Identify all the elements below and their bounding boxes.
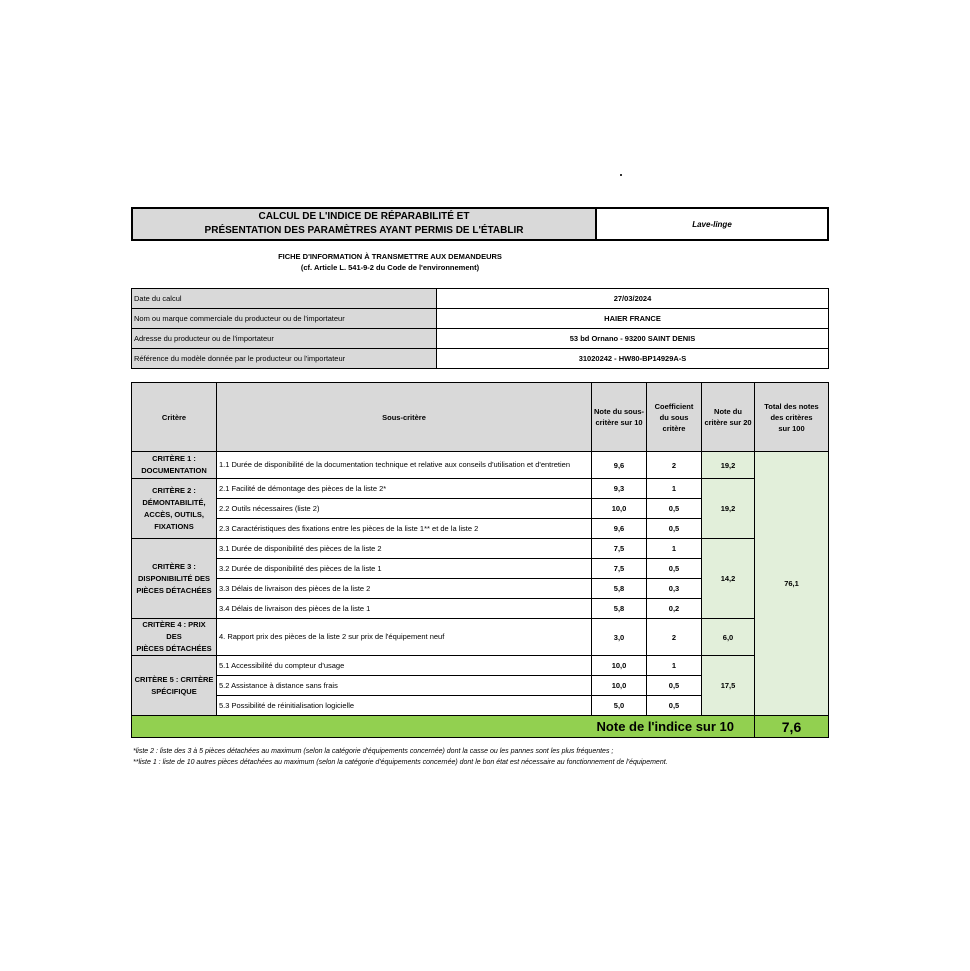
sub-criterion-note: 3,0 — [592, 619, 647, 656]
footnote-liste-1: **liste 1 : liste de 10 autres pièces détachées au maximum (selon la catégorie d'équipements concernée) dont le bon état est nécessaire au fonctionnement de l'équipement. — [133, 759, 668, 766]
sub-criterion-note: 5,8 — [592, 579, 647, 599]
sub-criterion-label: 2.1 Facilité de démontage des pièces de la liste 2* — [217, 479, 592, 499]
fiche-line-2: (cf. Article L. 541-9-2 du Code de l'environnement) — [300, 263, 480, 272]
sub-criterion-label: 5.3 Possibilité de réinitialisation logicielle — [217, 696, 592, 716]
sub-criterion-coef: 0,5 — [647, 559, 702, 579]
title-line-2: PRÉSENTATION DES PARAMÈTRES AYANT PERMIS DE L'ÉTABLIR — [204, 225, 524, 236]
title-line-1: CALCUL DE L'INDICE DE RÉPARABILITÉ ET — [258, 211, 470, 222]
sub-criterion-note: 10,0 — [592, 656, 647, 676]
sub-criterion-coef: 1 — [647, 656, 702, 676]
info-row — [132, 329, 829, 349]
sub-criterion-note: 9,3 — [592, 479, 647, 499]
table-row — [132, 656, 829, 676]
col-critere: Critère — [132, 383, 217, 452]
product-type: Lave-linge — [596, 208, 828, 240]
footnote-liste-2: *liste 2 : liste des 3 à 5 pièces détachées au maximum (selon la catégorie d'équipements concernée) dont la casse ou les pannes sont les plus fréquentes ; — [133, 748, 614, 755]
sub-criterion-note: 7,5 — [592, 539, 647, 559]
info-value: 27/03/2024 — [437, 289, 829, 309]
criterion-score: 6,0 — [702, 619, 755, 656]
criterion-score: 19,2 — [702, 452, 755, 479]
sub-criterion-label: 5.2 Assistance à distance sans frais — [217, 676, 592, 696]
footnotes — [133, 746, 833, 768]
sub-criterion-label: 5.1 Accessibilité du compteur d'usage — [217, 656, 592, 676]
sub-criterion-label: 1.1 Durée de disponibilité de la documentation technique et relative aux conseils d'utilisation et d'entretien — [217, 452, 592, 479]
table-row — [132, 479, 829, 499]
sub-criterion-note: 10,0 — [592, 676, 647, 696]
criterion-name: CRITÈRE 5 : CRITÈRE SPÉCIFIQUE — [132, 656, 217, 716]
sub-criterion-label: 2.2 Outils nécessaires (liste 2) — [217, 499, 592, 519]
info-label: Référence du modèle donnée par le producteur ou l'importateur — [132, 349, 437, 369]
info-label: Date du calcul — [132, 289, 437, 309]
col-total: Total des notes des critères sur 100 — [755, 383, 829, 452]
sub-criterion-note: 5,8 — [592, 599, 647, 619]
sub-criterion-coef: 0,2 — [647, 599, 702, 619]
info-row — [132, 309, 829, 329]
sub-criterion-coef: 1 — [647, 539, 702, 559]
stray-dot — [620, 174, 622, 176]
info-row — [132, 349, 829, 369]
sub-criterion-label: 4. Rapport prix des pièces de la liste 2 sur prix de l'équipement neuf — [217, 619, 592, 656]
sub-criterion-label: 3.1 Durée de disponibilité des pièces de la liste 2 — [217, 539, 592, 559]
info-value: 53 bd Ornano - 93200 SAINT DENIS — [437, 329, 829, 349]
criterion-score: 17,5 — [702, 656, 755, 716]
sub-criterion-coef: 0,3 — [647, 579, 702, 599]
table-row — [132, 619, 829, 656]
sub-criterion-coef: 2 — [647, 452, 702, 479]
header-box — [131, 207, 829, 241]
criterion-score: 14,2 — [702, 539, 755, 619]
sub-criterion-note: 9,6 — [592, 452, 647, 479]
sub-criterion-coef: 1 — [647, 479, 702, 499]
info-row — [132, 289, 829, 309]
total-100: 76,1 — [755, 452, 829, 716]
info-label: Nom ou marque commerciale du producteur ou de l'importateur — [132, 309, 437, 329]
info-value: 31020242 - HW80-BP14929A-S — [437, 349, 829, 369]
table-row — [132, 452, 829, 479]
sub-criterion-label: 3.2 Durée de disponibilité des pièces de la liste 1 — [217, 559, 592, 579]
fiche-line-1: FICHE D'INFORMATION À TRANSMETTRE AUX DEMANDEURS — [278, 252, 502, 261]
page-title — [132, 208, 596, 240]
sub-criterion-coef: 0,5 — [647, 499, 702, 519]
criterion-name: CRITÈRE 2 : DÉMONTABILITÉ, ACCÈS, OUTILS, FIXATIONS — [132, 479, 217, 539]
col-note-sous: Note du sous- critère sur 10 — [592, 383, 647, 452]
final-score-value: 7,6 — [755, 716, 829, 738]
sub-criterion-note: 5,0 — [592, 696, 647, 716]
sub-criterion-coef: 2 — [647, 619, 702, 656]
info-table — [131, 288, 829, 369]
criterion-name: CRITÈRE 1 : DOCUMENTATION — [132, 452, 217, 479]
table-header-row — [132, 383, 829, 452]
sub-criterion-label: 3.4 Délais de livraison des pièces de la liste 1 — [217, 599, 592, 619]
sub-criterion-coef: 0,5 — [647, 696, 702, 716]
sub-criterion-label: 2.3 Caractéristiques des fixations entre les pièces de la liste 1** et de la liste 2 — [217, 519, 592, 539]
final-score-row — [132, 716, 829, 738]
score-table — [131, 382, 829, 738]
info-label: Adresse du producteur ou de l'importateur — [132, 329, 437, 349]
sub-criterion-note: 9,6 — [592, 519, 647, 539]
criterion-name: CRITÈRE 4 : PRIX DES PIÈCES DÉTACHÉES — [132, 619, 217, 656]
sub-criterion-coef: 0,5 — [647, 519, 702, 539]
fiche-heading — [131, 251, 649, 273]
criterion-score: 19,2 — [702, 479, 755, 539]
sub-criterion-label: 3.3 Délais de livraison des pièces de la liste 2 — [217, 579, 592, 599]
sub-criterion-note: 10,0 — [592, 499, 647, 519]
info-value: HAIER FRANCE — [437, 309, 829, 329]
criterion-name: CRITÈRE 3 : DISPONIBILITÉ DES PIÈCES DÉTACHÉES — [132, 539, 217, 619]
col-coef: Coefficient du sous critère — [647, 383, 702, 452]
final-score-label: Note de l'indice sur 10 — [132, 716, 755, 738]
col-sous-critere: Sous-critère — [217, 383, 592, 452]
table-row — [132, 539, 829, 559]
sub-criterion-note: 7,5 — [592, 559, 647, 579]
col-note-critere: Note du critère sur 20 — [702, 383, 755, 452]
sub-criterion-coef: 0,5 — [647, 676, 702, 696]
